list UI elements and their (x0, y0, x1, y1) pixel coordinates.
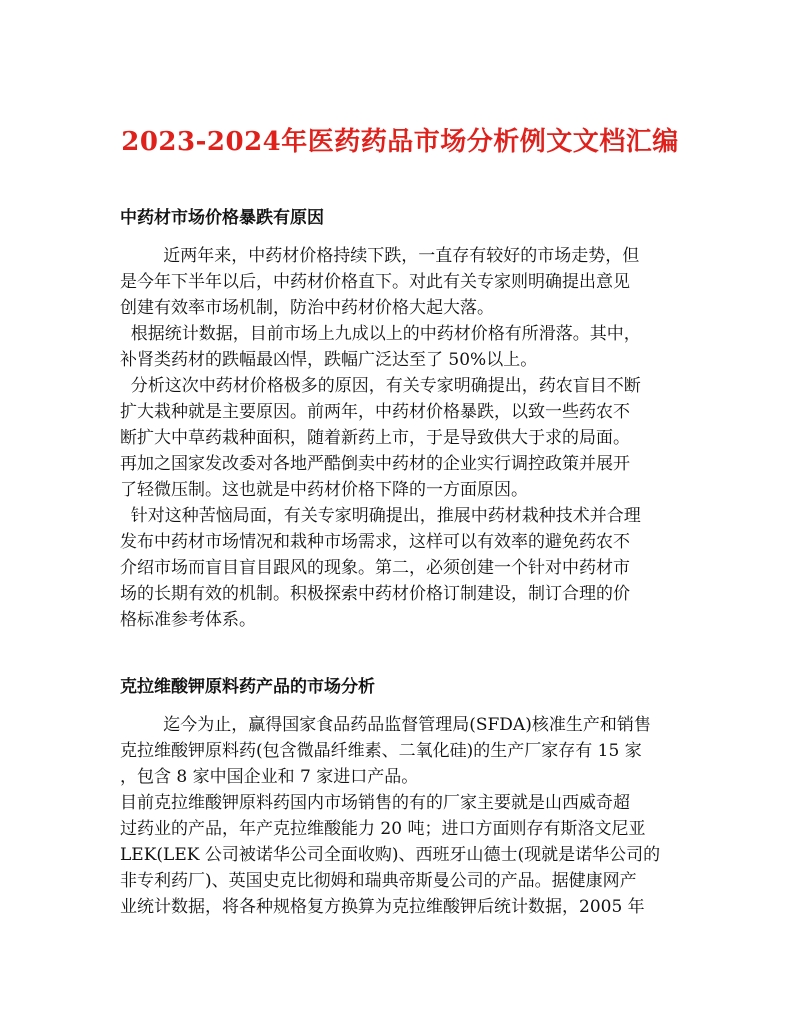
paragraph-line: 场的长期有效的机制。积极探索中药材价格订制建设，制订合理的价 (120, 584, 630, 604)
paragraph-line: 介绍市场而盲目盲目跟风的现象。第二，必须创建一个针对中药材市 (120, 558, 630, 578)
paragraph-line: 创建有效率市场机制，防治中药材价格大起大落。 (120, 298, 494, 318)
paragraph-line: 格标准参考体系。 (120, 610, 256, 630)
document-title: 2023-2024年医药药品市场分析例文文档汇编 (121, 127, 679, 157)
section-tcm-prices (120, 207, 682, 633)
paragraph-line: 近两年来，中药材价格持续下跌，一直存有较好的市场走势，但 (120, 246, 640, 266)
paragraph-line: 扩大栽种就是主要原因。前两年，中药材价格暴跌，以致一些药农不 (120, 402, 630, 422)
section-body (120, 712, 682, 920)
paragraph-line: 断扩大中草药栽种面积，随着新药上市，于是导致供大于求的局面。 (120, 428, 630, 448)
section-heading: 中药材市场价格暴跌有原因 (120, 208, 324, 228)
section-body (120, 243, 682, 633)
paragraph-line: 了轻微压制。这也就是中药材价格下降的一方面原因。 (120, 480, 528, 500)
paragraph-line: 根据统计数据，目前市场上九成以上的中药材价格有所滑落。其中， (120, 324, 641, 344)
paragraph-line: 再加之国家发改委对各地严酷倒卖中药材的企业实行调控政策并展开 (120, 454, 630, 474)
paragraph-line: 补肾类药材的跌幅最凶悍，跌幅广泛达至了 50%以上。 (120, 350, 538, 370)
paragraph-line: 发布中药材市场情况和栽种市场需求，这样可以有效率的避免药农不 (120, 532, 630, 552)
paragraph-line: 目前克拉维酸钾原料药国内市场销售的有的厂家主要就是山西威奇超 (120, 793, 630, 813)
paragraph-line: 迄今为止，赢得国家食品药品监督管理局(SFDA)核准生产和销售 (120, 715, 651, 735)
paragraph-line: 非专利药厂)、英国史克比彻姆和瑞典帝斯曼公司的产品。据健康网产 (120, 871, 637, 891)
paragraph-line: 针对这种苦恼局面，有关专家明确提出，推展中药材栽种技术并合理 (120, 506, 641, 526)
paragraph-line: 过药业的产品，年产克拉维酸能力 20 吨；进口方面则存有斯洛文尼亚 (120, 819, 646, 839)
paragraph-line: 克拉维酸钾原料药(包含微晶纤维素、二氧化硅)的生产厂家存有 15 家 (120, 741, 642, 761)
paragraph-line: 业统计数据，将各种规格复方换算为克拉维酸钾后统计数据，2005 年 (120, 897, 645, 917)
paragraph-line: 分析这次中药材价格极多的原因，有关专家明确提出，药农盲目不断 (120, 376, 641, 396)
paragraph-line: LEK(LEK 公司被诺华公司全面收购)、西班牙山德士(现就是诺华公司的 (120, 845, 661, 865)
paragraph-line: 是今年下半年以后，中药材价格直下。对此有关专家则明确提出意见 (120, 272, 630, 292)
section-heading: 克拉维酸钾原料药产品的市场分析 (120, 677, 375, 697)
paragraph-line: ，包含 8 家中国企业和 7 家进口产品。 (120, 767, 419, 787)
section-clavulanate (120, 676, 682, 920)
